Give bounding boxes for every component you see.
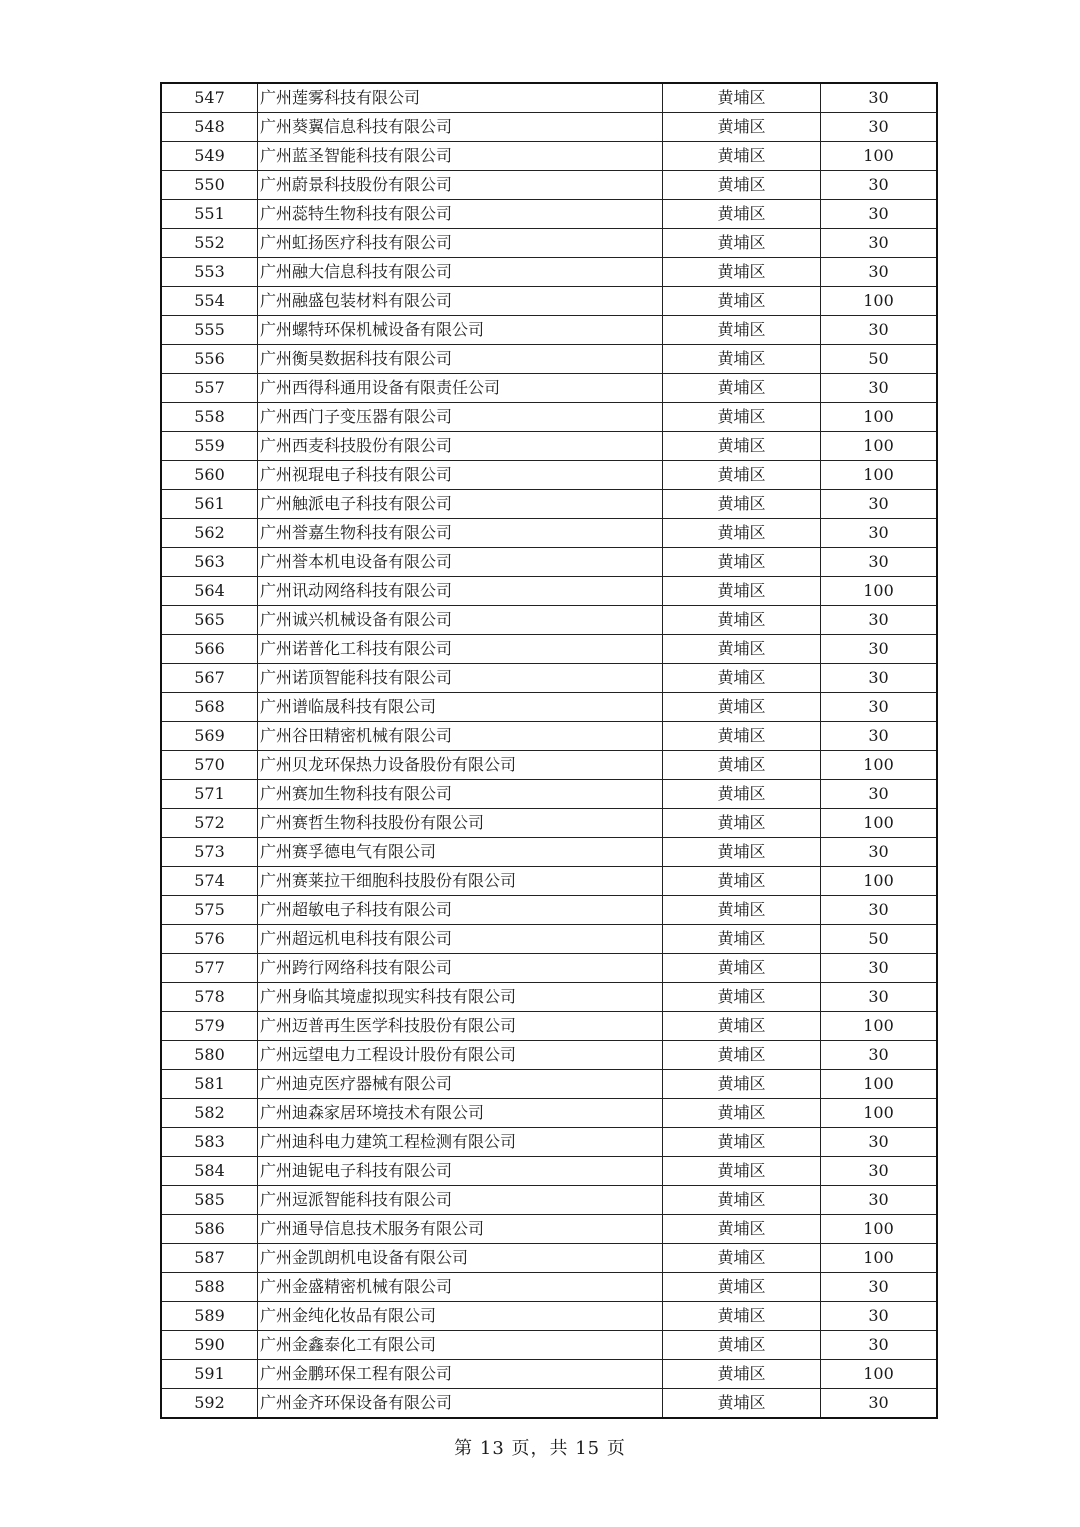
table-row <box>161 1128 937 1157</box>
table-row <box>161 1070 937 1099</box>
table-row <box>161 548 937 577</box>
district-cell: 黄埔区 <box>663 461 821 490</box>
company-name-cell: 广州赛莱拉干细胞科技股份有限公司 <box>258 867 663 896</box>
table-row <box>161 1186 937 1215</box>
row-number-cell: 553 <box>161 258 258 287</box>
company-name-cell: 广州葵翼信息科技有限公司 <box>258 113 663 142</box>
table-row <box>161 1041 937 1070</box>
row-number-cell: 582 <box>161 1099 258 1128</box>
row-number-cell: 572 <box>161 809 258 838</box>
company-name-cell: 广州视琨电子科技有限公司 <box>258 461 663 490</box>
amount-cell: 30 <box>821 606 938 635</box>
district-cell: 黄埔区 <box>663 1215 821 1244</box>
amount-cell: 50 <box>821 925 938 954</box>
table-row <box>161 490 937 519</box>
row-number-cell: 575 <box>161 896 258 925</box>
company-name-cell: 广州融大信息科技有限公司 <box>258 258 663 287</box>
row-number-cell: 557 <box>161 374 258 403</box>
district-cell: 黄埔区 <box>663 635 821 664</box>
company-name-cell: 广州迪克医疗器械有限公司 <box>258 1070 663 1099</box>
district-cell: 黄埔区 <box>663 1273 821 1302</box>
company-name-cell: 广州逗派智能科技有限公司 <box>258 1186 663 1215</box>
table-row <box>161 519 937 548</box>
district-cell: 黄埔区 <box>663 751 821 780</box>
amount-cell: 30 <box>821 954 938 983</box>
district-cell: 黄埔区 <box>663 432 821 461</box>
company-name-cell: 广州谷田精密机械有限公司 <box>258 722 663 751</box>
district-cell: 黄埔区 <box>663 345 821 374</box>
table-row <box>161 258 937 287</box>
amount-cell: 30 <box>821 1128 938 1157</box>
district-cell: 黄埔区 <box>663 867 821 896</box>
company-name-cell: 广州远望电力工程设计股份有限公司 <box>258 1041 663 1070</box>
company-name-cell: 广州金盛精密机械有限公司 <box>258 1273 663 1302</box>
amount-cell: 30 <box>821 1331 938 1360</box>
amount-cell: 30 <box>821 1302 938 1331</box>
amount-cell: 30 <box>821 838 938 867</box>
amount-cell: 30 <box>821 258 938 287</box>
table-row <box>161 374 937 403</box>
district-cell: 黄埔区 <box>663 490 821 519</box>
row-number-cell: 576 <box>161 925 258 954</box>
row-number-cell: 562 <box>161 519 258 548</box>
row-number-cell: 590 <box>161 1331 258 1360</box>
company-name-cell: 广州赛哲生物科技股份有限公司 <box>258 809 663 838</box>
company-name-cell: 广州蕊特生物科技有限公司 <box>258 200 663 229</box>
amount-cell: 30 <box>821 983 938 1012</box>
amount-cell: 30 <box>821 896 938 925</box>
amount-cell: 30 <box>821 635 938 664</box>
district-cell: 黄埔区 <box>663 258 821 287</box>
company-table-body <box>161 83 937 1418</box>
district-cell: 黄埔区 <box>663 1157 821 1186</box>
company-name-cell: 广州誉嘉生物科技有限公司 <box>258 519 663 548</box>
row-number-cell: 577 <box>161 954 258 983</box>
company-name-cell: 广州身临其境虚拟现实科技有限公司 <box>258 983 663 1012</box>
table-row <box>161 606 937 635</box>
district-cell: 黄埔区 <box>663 403 821 432</box>
amount-cell: 100 <box>821 867 938 896</box>
district-cell: 黄埔区 <box>663 838 821 867</box>
company-name-cell: 广州融盛包装材料有限公司 <box>258 287 663 316</box>
district-cell: 黄埔区 <box>663 954 821 983</box>
district-cell: 黄埔区 <box>663 1128 821 1157</box>
company-name-cell: 广州诺顶智能科技有限公司 <box>258 664 663 693</box>
amount-cell: 30 <box>821 1273 938 1302</box>
company-name-cell: 广州讯动网络科技有限公司 <box>258 577 663 606</box>
amount-cell: 30 <box>821 548 938 577</box>
row-number-cell: 570 <box>161 751 258 780</box>
amount-cell: 30 <box>821 519 938 548</box>
district-cell: 黄埔区 <box>663 925 821 954</box>
amount-cell: 100 <box>821 403 938 432</box>
row-number-cell: 586 <box>161 1215 258 1244</box>
district-cell: 黄埔区 <box>663 1186 821 1215</box>
company-table-container <box>160 82 932 1419</box>
district-cell: 黄埔区 <box>663 1012 821 1041</box>
amount-cell: 30 <box>821 374 938 403</box>
company-name-cell: 广州衡昊数据科技有限公司 <box>258 345 663 374</box>
company-name-cell: 广州金齐环保设备有限公司 <box>258 1389 663 1419</box>
row-number-cell: 565 <box>161 606 258 635</box>
row-number-cell: 548 <box>161 113 258 142</box>
district-cell: 黄埔区 <box>663 693 821 722</box>
district-cell: 黄埔区 <box>663 577 821 606</box>
amount-cell: 100 <box>821 432 938 461</box>
table-row <box>161 1331 937 1360</box>
row-number-cell: 547 <box>161 83 258 113</box>
row-number-cell: 549 <box>161 142 258 171</box>
row-number-cell: 554 <box>161 287 258 316</box>
table-row <box>161 83 937 113</box>
row-number-cell: 550 <box>161 171 258 200</box>
row-number-cell: 571 <box>161 780 258 809</box>
table-row <box>161 664 937 693</box>
table-row <box>161 345 937 374</box>
row-number-cell: 583 <box>161 1128 258 1157</box>
district-cell: 黄埔区 <box>663 548 821 577</box>
row-number-cell: 558 <box>161 403 258 432</box>
district-cell: 黄埔区 <box>663 1360 821 1389</box>
table-row <box>161 1099 937 1128</box>
company-name-cell: 广州超敏电子科技有限公司 <box>258 896 663 925</box>
amount-cell: 30 <box>821 780 938 809</box>
district-cell: 黄埔区 <box>663 171 821 200</box>
table-row <box>161 142 937 171</box>
amount-cell: 100 <box>821 1070 938 1099</box>
table-row <box>161 635 937 664</box>
district-cell: 黄埔区 <box>663 1070 821 1099</box>
table-row <box>161 461 937 490</box>
table-row <box>161 925 937 954</box>
amount-cell: 30 <box>821 1041 938 1070</box>
district-cell: 黄埔区 <box>663 606 821 635</box>
district-cell: 黄埔区 <box>663 809 821 838</box>
row-number-cell: 573 <box>161 838 258 867</box>
table-row <box>161 1244 937 1273</box>
row-number-cell: 574 <box>161 867 258 896</box>
amount-cell: 50 <box>821 345 938 374</box>
district-cell: 黄埔区 <box>663 287 821 316</box>
table-row <box>161 780 937 809</box>
amount-cell: 30 <box>821 113 938 142</box>
district-cell: 黄埔区 <box>663 1244 821 1273</box>
row-number-cell: 551 <box>161 200 258 229</box>
row-number-cell: 563 <box>161 548 258 577</box>
district-cell: 黄埔区 <box>663 316 821 345</box>
row-number-cell: 555 <box>161 316 258 345</box>
table-row <box>161 896 937 925</box>
company-table <box>160 82 938 1419</box>
company-name-cell: 广州金凯朗机电设备有限公司 <box>258 1244 663 1273</box>
company-name-cell: 广州虹扬医疗科技有限公司 <box>258 229 663 258</box>
amount-cell: 100 <box>821 1215 938 1244</box>
company-name-cell: 广州莲雾科技有限公司 <box>258 83 663 113</box>
amount-cell: 30 <box>821 200 938 229</box>
amount-cell: 100 <box>821 1244 938 1273</box>
row-number-cell: 560 <box>161 461 258 490</box>
table-row <box>161 287 937 316</box>
company-name-cell: 广州迈普再生医学科技股份有限公司 <box>258 1012 663 1041</box>
district-cell: 黄埔区 <box>663 896 821 925</box>
company-name-cell: 广州誉本机电设备有限公司 <box>258 548 663 577</box>
table-row <box>161 838 937 867</box>
row-number-cell: 559 <box>161 432 258 461</box>
amount-cell: 30 <box>821 83 938 113</box>
district-cell: 黄埔区 <box>663 1389 821 1419</box>
amount-cell: 100 <box>821 1360 938 1389</box>
row-number-cell: 585 <box>161 1186 258 1215</box>
table-row <box>161 577 937 606</box>
table-row <box>161 113 937 142</box>
district-cell: 黄埔区 <box>663 142 821 171</box>
company-name-cell: 广州通导信息技术服务有限公司 <box>258 1215 663 1244</box>
amount-cell: 100 <box>821 142 938 171</box>
company-name-cell: 广州西门子变压器有限公司 <box>258 403 663 432</box>
amount-cell: 100 <box>821 461 938 490</box>
row-number-cell: 589 <box>161 1302 258 1331</box>
company-name-cell: 广州触派电子科技有限公司 <box>258 490 663 519</box>
company-name-cell: 广州金鑫泰化工有限公司 <box>258 1331 663 1360</box>
district-cell: 黄埔区 <box>663 780 821 809</box>
row-number-cell: 592 <box>161 1389 258 1419</box>
district-cell: 黄埔区 <box>663 113 821 142</box>
district-cell: 黄埔区 <box>663 722 821 751</box>
row-number-cell: 588 <box>161 1273 258 1302</box>
company-name-cell: 广州金纯化妆品有限公司 <box>258 1302 663 1331</box>
row-number-cell: 587 <box>161 1244 258 1273</box>
table-row <box>161 1302 937 1331</box>
table-row <box>161 809 937 838</box>
company-name-cell: 广州螺特环保机械设备有限公司 <box>258 316 663 345</box>
row-number-cell: 584 <box>161 1157 258 1186</box>
company-name-cell: 广州赛加生物科技有限公司 <box>258 780 663 809</box>
amount-cell: 30 <box>821 1389 938 1419</box>
company-name-cell: 广州蓝圣智能科技有限公司 <box>258 142 663 171</box>
district-cell: 黄埔区 <box>663 83 821 113</box>
table-row <box>161 200 937 229</box>
table-row <box>161 1157 937 1186</box>
table-row <box>161 983 937 1012</box>
row-number-cell: 581 <box>161 1070 258 1099</box>
company-name-cell: 广州西麦科技股份有限公司 <box>258 432 663 461</box>
row-number-cell: 580 <box>161 1041 258 1070</box>
table-row <box>161 693 937 722</box>
row-number-cell: 569 <box>161 722 258 751</box>
district-cell: 黄埔区 <box>663 1331 821 1360</box>
district-cell: 黄埔区 <box>663 1302 821 1331</box>
amount-cell: 30 <box>821 1186 938 1215</box>
table-row <box>161 432 937 461</box>
table-row <box>161 954 937 983</box>
row-number-cell: 566 <box>161 635 258 664</box>
district-cell: 黄埔区 <box>663 200 821 229</box>
table-row <box>161 1389 937 1419</box>
company-name-cell: 广州金鹏环保工程有限公司 <box>258 1360 663 1389</box>
district-cell: 黄埔区 <box>663 664 821 693</box>
row-number-cell: 591 <box>161 1360 258 1389</box>
amount-cell: 30 <box>821 1157 938 1186</box>
company-name-cell: 广州超远机电科技有限公司 <box>258 925 663 954</box>
company-name-cell: 广州迪科电力建筑工程检测有限公司 <box>258 1128 663 1157</box>
amount-cell: 100 <box>821 577 938 606</box>
table-row <box>161 1273 937 1302</box>
row-number-cell: 556 <box>161 345 258 374</box>
page-footer: 第 13 页，共 15 页 <box>454 1438 626 1459</box>
row-number-cell: 578 <box>161 983 258 1012</box>
amount-cell: 100 <box>821 809 938 838</box>
company-name-cell: 广州贝龙环保热力设备股份有限公司 <box>258 751 663 780</box>
table-row <box>161 1215 937 1244</box>
company-name-cell: 广州谱临晟科技有限公司 <box>258 693 663 722</box>
district-cell: 黄埔区 <box>663 1099 821 1128</box>
table-row <box>161 1360 937 1389</box>
company-name-cell: 广州迪森家居环境技术有限公司 <box>258 1099 663 1128</box>
company-name-cell: 广州蔚景科技股份有限公司 <box>258 171 663 200</box>
table-row <box>161 722 937 751</box>
amount-cell: 30 <box>821 722 938 751</box>
amount-cell: 30 <box>821 316 938 345</box>
district-cell: 黄埔区 <box>663 374 821 403</box>
amount-cell: 100 <box>821 751 938 780</box>
table-row <box>161 171 937 200</box>
company-name-cell: 广州跨行网络科技有限公司 <box>258 954 663 983</box>
row-number-cell: 564 <box>161 577 258 606</box>
amount-cell: 30 <box>821 693 938 722</box>
row-number-cell: 579 <box>161 1012 258 1041</box>
amount-cell: 30 <box>821 490 938 519</box>
amount-cell: 100 <box>821 1099 938 1128</box>
company-name-cell: 广州诚兴机械设备有限公司 <box>258 606 663 635</box>
amount-cell: 30 <box>821 229 938 258</box>
district-cell: 黄埔区 <box>663 519 821 548</box>
row-number-cell: 568 <box>161 693 258 722</box>
amount-cell: 100 <box>821 1012 938 1041</box>
company-name-cell: 广州诺普化工科技有限公司 <box>258 635 663 664</box>
district-cell: 黄埔区 <box>663 983 821 1012</box>
district-cell: 黄埔区 <box>663 229 821 258</box>
district-cell: 黄埔区 <box>663 1041 821 1070</box>
amount-cell: 100 <box>821 287 938 316</box>
table-row <box>161 1012 937 1041</box>
amount-cell: 30 <box>821 664 938 693</box>
company-name-cell: 广州迪铌电子科技有限公司 <box>258 1157 663 1186</box>
table-row <box>161 751 937 780</box>
table-row <box>161 316 937 345</box>
company-name-cell: 广州西得科通用设备有限责任公司 <box>258 374 663 403</box>
amount-cell: 30 <box>821 171 938 200</box>
company-name-cell: 广州赛孚德电气有限公司 <box>258 838 663 867</box>
row-number-cell: 561 <box>161 490 258 519</box>
table-row <box>161 229 937 258</box>
table-row <box>161 403 937 432</box>
row-number-cell: 567 <box>161 664 258 693</box>
row-number-cell: 552 <box>161 229 258 258</box>
table-row <box>161 867 937 896</box>
